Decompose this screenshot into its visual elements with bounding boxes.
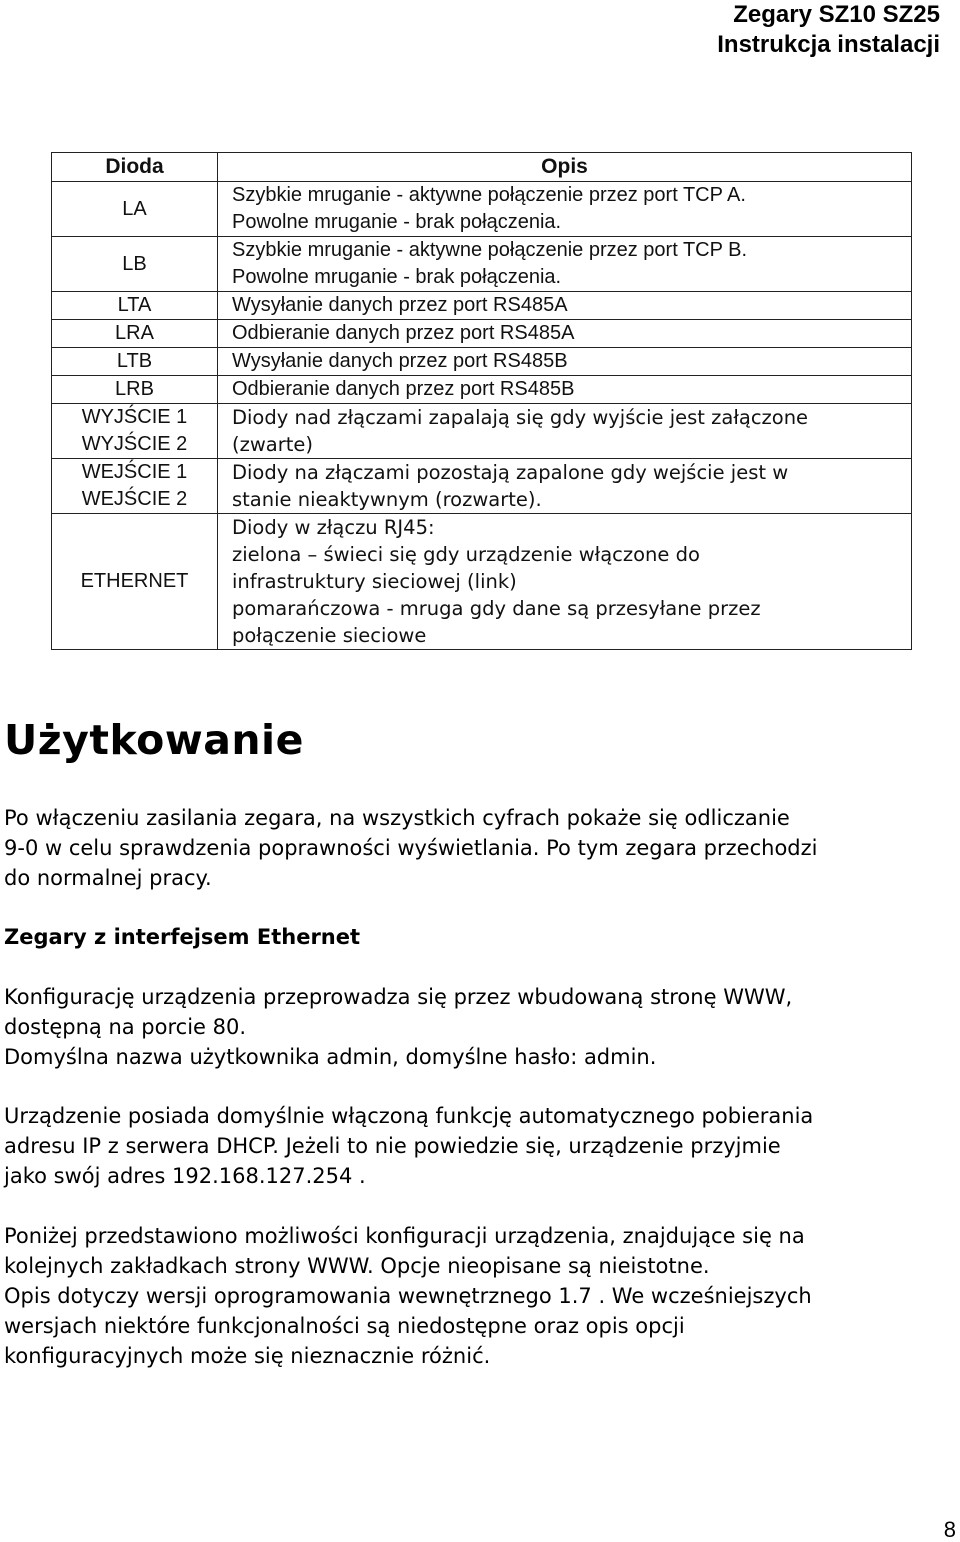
table-row [52, 404, 912, 459]
description-cell: Diody nad złączami zapalają się gdy wyjście jest załączone (zwarte) [218, 404, 912, 459]
diode-cell: LRB [52, 376, 218, 404]
table-row [52, 348, 912, 376]
diode-cell: LTB [52, 348, 218, 376]
diode-cell: LRA [52, 320, 218, 348]
diode-cell: LTA [52, 292, 218, 320]
diode-cell: LB [52, 237, 218, 292]
description-cell: Wysyłanie danych przez port RS485B [218, 348, 912, 376]
intro-paragraph: Po włączeniu zasilania zegara, na wszystkich cyfrach pokaże się odliczanie 9-0 w celu sprawdzenia poprawności wyświetlania. Po tym zegara przechodzi do normalnej pracy. [4, 806, 818, 890]
description-cell: Wysyłanie danych przez port RS485A [218, 292, 912, 320]
diode-cell: LA [52, 182, 218, 237]
header-subtitle: Instrukcja instalacji [717, 31, 940, 58]
table-row [52, 237, 912, 292]
dhcp-paragraph: Urządzenie posiada domyślnie włączoną funkcję automatycznego pobierania adresu IP z serwera DHCP. Jeżeli to nie powiedzie się, urządzenie przyjmie jako swój adres 192.168.127.254 . [4, 1104, 814, 1188]
config-paragraph: Konfigurację urządzenia przeprowadza się przez wbudowaną stronę WWW, dostępną na porcie 80. Domyślna nazwa użytkownika admin, domyślne hasło: admin. [4, 985, 793, 1069]
description-cell: Diody w złączu RJ45: zielona – świeci się gdy urządzenie włączone do infrastruktury sieciowej (link) pomarańczowa - mruga gdy dane są przesyłane przez połączenie sieciowe [218, 514, 912, 650]
description-cell: Odbieranie danych przez port RS485B [218, 376, 912, 404]
table-row [52, 182, 912, 237]
table-header-row [52, 153, 912, 182]
document-header [717, 0, 940, 60]
diode-cell: WEJŚCIE 1 WEJŚCIE 2 [52, 459, 218, 514]
led-table [51, 152, 912, 650]
options-paragraph: Poniżej przedstawiono możliwości konfiguracji urządzenia, znajdujące się na kolejnych zakładkach strony WWW. Opcje nieopisane są nieistotne. Opis dotyczy wersji oprogramowania wewnętrznego 1.7 . We wcześniejszych wersjach niektóre funkcjonalności są niedostępne oraz opis opcji konfiguracyjnych może się nieznacznie różnić. [4, 1224, 812, 1368]
header-title: Zegary SZ10 SZ25 [733, 1, 940, 28]
description-cell: Szybkie mruganie - aktywne połączenie przez port TCP A. Powolne mruganie - brak połączenia. [218, 182, 912, 237]
description-cell: Odbieranie danych przez port RS485A [218, 320, 912, 348]
column-header-description: Opis [218, 153, 912, 182]
page-number: 8 [943, 1517, 956, 1542]
description-cell: Diody na złączami pozostają zapalone gdy wejście jest w stanie nieaktywnym (rozwarte). [218, 459, 912, 514]
table-row [52, 320, 912, 348]
description-cell: Szybkie mruganie - aktywne połączenie przez port TCP B. Powolne mruganie - brak połączenia. [218, 237, 912, 292]
diode-cell: ETHERNET [52, 514, 218, 650]
table-row [52, 459, 912, 514]
column-header-diode: Dioda [52, 153, 218, 182]
section-title: Użytkowanie [4, 716, 304, 764]
subheading: Zegary z interfejsem Ethernet [4, 925, 361, 949]
table-row [52, 376, 912, 404]
diode-cell: WYJŚCIE 1 WYJŚCIE 2 [52, 404, 218, 459]
table-row [52, 292, 912, 320]
table-row [52, 514, 912, 650]
